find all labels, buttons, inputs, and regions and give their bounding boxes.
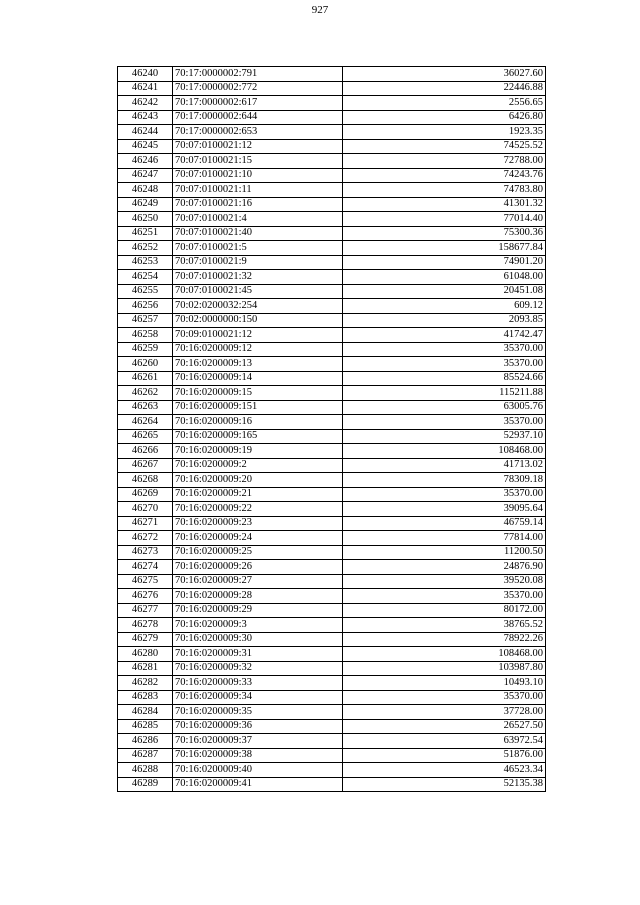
table-row: [118, 777, 546, 792]
row-number: 46261: [118, 371, 173, 386]
table-row: [118, 603, 546, 618]
row-number: 46250: [118, 212, 173, 227]
table-row: [118, 284, 546, 299]
cadastral-value: 2556.65: [343, 96, 546, 111]
cadastral-value: 20451.08: [343, 284, 546, 299]
cadastral-value: 75300.36: [343, 226, 546, 241]
cadastral-value: 37728.00: [343, 705, 546, 720]
cadastral-value: 2093.85: [343, 313, 546, 328]
cadastral-number: 70:09:0100021:12: [173, 328, 343, 343]
table-row: [118, 487, 546, 502]
cadastral-number: 70:16:0200009:41: [173, 777, 343, 792]
cadastral-number: 70:16:0200009:34: [173, 690, 343, 705]
table-row: [118, 226, 546, 241]
cadastral-number: 70:16:0200009:27: [173, 574, 343, 589]
table-row: [118, 328, 546, 343]
cadastral-value: 108468.00: [343, 444, 546, 459]
cadastral-value: 35370.00: [343, 415, 546, 430]
cadastral-value: 24876.90: [343, 560, 546, 575]
cadastral-number: 70:16:0200009:33: [173, 676, 343, 691]
table-row: [118, 255, 546, 270]
cadastral-number: 70:16:0200009:23: [173, 516, 343, 531]
cadastral-value: 39520.08: [343, 574, 546, 589]
cadastral-number: 70:16:0200009:21: [173, 487, 343, 502]
row-number: 46284: [118, 705, 173, 720]
row-number: 46268: [118, 473, 173, 488]
cadastral-value: 36027.60: [343, 67, 546, 82]
cadastral-value: 77814.00: [343, 531, 546, 546]
cadastral-value: 78922.26: [343, 632, 546, 647]
cadastral-value: 61048.00: [343, 270, 546, 285]
cadastral-value: 77014.40: [343, 212, 546, 227]
table-row: [118, 516, 546, 531]
table-row: [118, 168, 546, 183]
table-row: [118, 763, 546, 778]
row-number: 46267: [118, 458, 173, 473]
cadastral-value: 35370.00: [343, 357, 546, 372]
row-number: 46289: [118, 777, 173, 792]
table-row: [118, 632, 546, 647]
cadastral-table: [117, 66, 546, 792]
table-row: [118, 270, 546, 285]
cadastral-number: 70:16:0200009:38: [173, 748, 343, 763]
cadastral-number: 70:07:0100021:11: [173, 183, 343, 198]
cadastral-value: 74783.80: [343, 183, 546, 198]
table-row: [118, 313, 546, 328]
cadastral-number: 70:16:0200009:25: [173, 545, 343, 560]
cadastral-number: 70:07:0100021:15: [173, 154, 343, 169]
row-number: 46278: [118, 618, 173, 633]
row-number: 46271: [118, 516, 173, 531]
table-row: [118, 734, 546, 749]
cadastral-number: 70:16:0200009:29: [173, 603, 343, 618]
row-number: 46263: [118, 400, 173, 415]
cadastral-number: 70:16:0200009:28: [173, 589, 343, 604]
cadastral-number: 70:16:0200009:15: [173, 386, 343, 401]
cadastral-value: 609.12: [343, 299, 546, 314]
row-number: 46262: [118, 386, 173, 401]
row-number: 46272: [118, 531, 173, 546]
row-number: 46279: [118, 632, 173, 647]
cadastral-number: 70:16:0200009:12: [173, 342, 343, 357]
cadastral-value: 26527.50: [343, 719, 546, 734]
table-row: [118, 473, 546, 488]
row-number: 46243: [118, 110, 173, 125]
cadastral-number: 70:16:0200009:13: [173, 357, 343, 372]
row-number: 46286: [118, 734, 173, 749]
cadastral-value: 72788.00: [343, 154, 546, 169]
cadastral-number: 70:07:0100021:10: [173, 168, 343, 183]
row-number: 46260: [118, 357, 173, 372]
cadastral-number: 70:07:0100021:16: [173, 197, 343, 212]
table-row: [118, 96, 546, 111]
cadastral-number: 70:16:0200009:36: [173, 719, 343, 734]
cadastral-number: 70:16:0200009:26: [173, 560, 343, 575]
table-row: [118, 371, 546, 386]
table-row: [118, 618, 546, 633]
table-row: [118, 429, 546, 444]
table-row: [118, 357, 546, 372]
cadastral-value: 103987.80: [343, 661, 546, 676]
cadastral-value: 38765.52: [343, 618, 546, 633]
cadastral-value: 78309.18: [343, 473, 546, 488]
row-number: 46273: [118, 545, 173, 560]
row-number: 46287: [118, 748, 173, 763]
table-row: [118, 647, 546, 662]
cadastral-value: 11200.50: [343, 545, 546, 560]
cadastral-value: 63972.54: [343, 734, 546, 749]
row-number: 46241: [118, 81, 173, 96]
cadastral-number: 70:16:0200009:3: [173, 618, 343, 633]
table-row: [118, 661, 546, 676]
cadastral-number: 70:16:0200009:30: [173, 632, 343, 647]
cadastral-number: 70:16:0200009:14: [173, 371, 343, 386]
table-row: [118, 212, 546, 227]
table-row: [118, 110, 546, 125]
cadastral-number: 70:07:0100021:9: [173, 255, 343, 270]
row-number: 46256: [118, 299, 173, 314]
cadastral-value: 63005.76: [343, 400, 546, 415]
cadastral-number: 70:16:0200009:151: [173, 400, 343, 415]
table-row: [118, 415, 546, 430]
table-row: [118, 400, 546, 415]
cadastral-value: 10493.10: [343, 676, 546, 691]
cadastral-value: 51876.00: [343, 748, 546, 763]
row-number: 46264: [118, 415, 173, 430]
row-number: 46249: [118, 197, 173, 212]
row-number: 46270: [118, 502, 173, 517]
row-number: 46283: [118, 690, 173, 705]
table-row: [118, 81, 546, 96]
table-row: [118, 183, 546, 198]
row-number: 46257: [118, 313, 173, 328]
table-body: [118, 67, 546, 792]
table-row: [118, 125, 546, 140]
cadastral-number: 70:07:0100021:5: [173, 241, 343, 256]
row-number: 46259: [118, 342, 173, 357]
table-row: [118, 197, 546, 212]
cadastral-value: 108468.00: [343, 647, 546, 662]
cadastral-value: 35370.00: [343, 690, 546, 705]
row-number: 46266: [118, 444, 173, 459]
table-row: [118, 574, 546, 589]
cadastral-number: 70:16:0200009:32: [173, 661, 343, 676]
cadastral-value: 35370.00: [343, 487, 546, 502]
table-row: [118, 545, 546, 560]
cadastral-value: 1923.35: [343, 125, 546, 140]
cadastral-value: 74243.76: [343, 168, 546, 183]
cadastral-number: 70:16:0200009:35: [173, 705, 343, 720]
cadastral-number: 70:16:0200009:20: [173, 473, 343, 488]
table-row: [118, 342, 546, 357]
cadastral-number: 70:02:0200032:254: [173, 299, 343, 314]
table-row: [118, 589, 546, 604]
cadastral-number: 70:07:0100021:40: [173, 226, 343, 241]
cadastral-number: 70:16:0200009:37: [173, 734, 343, 749]
row-number: 46254: [118, 270, 173, 285]
row-number: 46248: [118, 183, 173, 198]
row-number: 46265: [118, 429, 173, 444]
table-row: [118, 458, 546, 473]
cadastral-value: 80172.00: [343, 603, 546, 618]
cadastral-number: 70:07:0100021:12: [173, 139, 343, 154]
cadastral-number: 70:07:0100021:4: [173, 212, 343, 227]
cadastral-value: 35370.00: [343, 589, 546, 604]
row-number: 46240: [118, 67, 173, 82]
row-number: 46288: [118, 763, 173, 778]
cadastral-number: 70:16:0200009:40: [173, 763, 343, 778]
cadastral-value: 158677.84: [343, 241, 546, 256]
cadastral-value: 85524.66: [343, 371, 546, 386]
row-number: 46246: [118, 154, 173, 169]
row-number: 46285: [118, 719, 173, 734]
cadastral-number: 70:17:0000002:772: [173, 81, 343, 96]
cadastral-number: 70:16:0200009:24: [173, 531, 343, 546]
cadastral-value: 115211.88: [343, 386, 546, 401]
table-row: [118, 705, 546, 720]
table-row: [118, 560, 546, 575]
table-row: [118, 502, 546, 517]
page-number: 927: [311, 4, 329, 16]
table-row: [118, 748, 546, 763]
cadastral-value: 46523.34: [343, 763, 546, 778]
row-number: 46251: [118, 226, 173, 241]
table-row: [118, 386, 546, 401]
row-number: 46258: [118, 328, 173, 343]
cadastral-value: 39095.64: [343, 502, 546, 517]
row-number: 46247: [118, 168, 173, 183]
cadastral-number: 70:16:0200009:165: [173, 429, 343, 444]
cadastral-number: 70:16:0200009:16: [173, 415, 343, 430]
row-number: 46245: [118, 139, 173, 154]
cadastral-number: 70:17:0000002:617: [173, 96, 343, 111]
row-number: 46282: [118, 676, 173, 691]
cadastral-number: 70:17:0000002:791: [173, 67, 343, 82]
row-number: 46242: [118, 96, 173, 111]
cadastral-number: 70:02:0000000:150: [173, 313, 343, 328]
cadastral-value: 46759.14: [343, 516, 546, 531]
cadastral-number: 70:17:0000002:644: [173, 110, 343, 125]
cadastral-value: 52937.10: [343, 429, 546, 444]
cadastral-number: 70:16:0200009:2: [173, 458, 343, 473]
cadastral-number: 70:16:0200009:19: [173, 444, 343, 459]
table-row: [118, 154, 546, 169]
row-number: 46244: [118, 125, 173, 140]
table-row: [118, 67, 546, 82]
cadastral-value: 22446.88: [343, 81, 546, 96]
cadastral-value: 74525.52: [343, 139, 546, 154]
row-number: 46269: [118, 487, 173, 502]
table-row: [118, 139, 546, 154]
table-row: [118, 531, 546, 546]
row-number: 46276: [118, 589, 173, 604]
table-row: [118, 690, 546, 705]
table-row: [118, 299, 546, 314]
cadastral-value: 6426.80: [343, 110, 546, 125]
table-row: [118, 241, 546, 256]
row-number: 46275: [118, 574, 173, 589]
table-row: [118, 444, 546, 459]
cadastral-value: 35370.00: [343, 342, 546, 357]
table-row: [118, 719, 546, 734]
row-number: 46281: [118, 661, 173, 676]
cadastral-number: 70:17:0000002:653: [173, 125, 343, 140]
cadastral-number: 70:16:0200009:31: [173, 647, 343, 662]
row-number: 46253: [118, 255, 173, 270]
row-number: 46274: [118, 560, 173, 575]
cadastral-number: 70:07:0100021:45: [173, 284, 343, 299]
row-number: 46280: [118, 647, 173, 662]
row-number: 46255: [118, 284, 173, 299]
cadastral-number: 70:07:0100021:32: [173, 270, 343, 285]
cadastral-value: 52135.38: [343, 777, 546, 792]
cadastral-value: 41713.02: [343, 458, 546, 473]
cadastral-number: 70:16:0200009:22: [173, 502, 343, 517]
cadastral-value: 41742.47: [343, 328, 546, 343]
row-number: 46277: [118, 603, 173, 618]
cadastral-value: 41301.32: [343, 197, 546, 212]
cadastral-value: 74901.20: [343, 255, 546, 270]
table-row: [118, 676, 546, 691]
row-number: 46252: [118, 241, 173, 256]
